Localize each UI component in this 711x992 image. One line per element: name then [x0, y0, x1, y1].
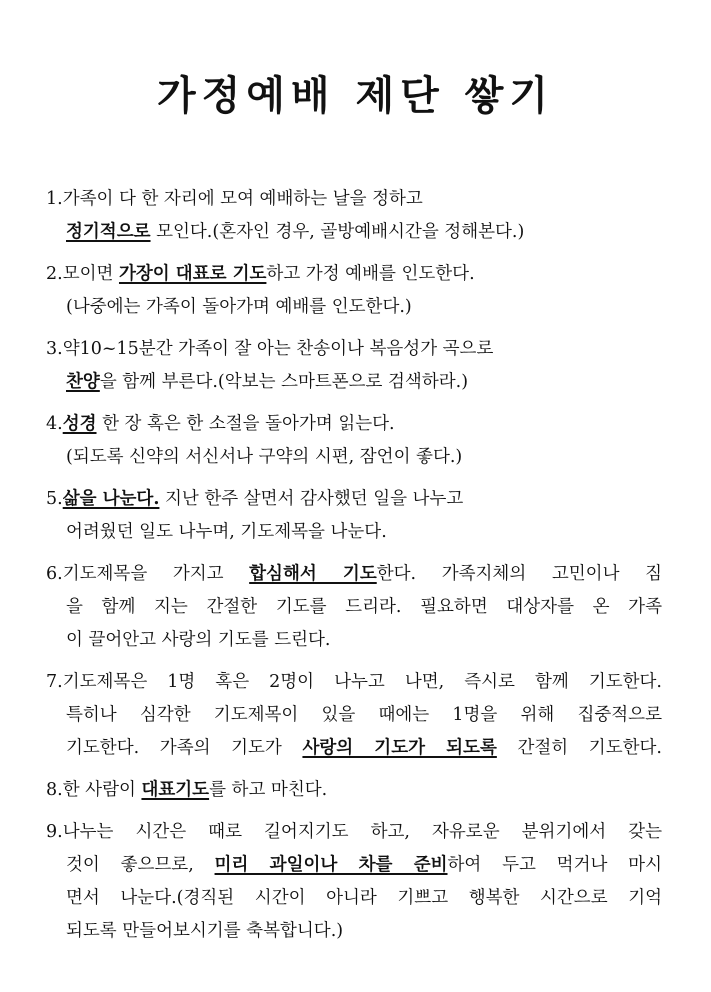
step-text: 하고 가정 예배를 인도한다.	[266, 264, 475, 284]
step-text: 것이 좋으므로,	[66, 855, 215, 875]
step-line: 특히나 심각한 기도제목이 있을 때에는 1명을 위해 집중적으로	[66, 705, 662, 725]
step-text: 를 하고 마친다.	[209, 780, 328, 800]
step-line: (나중에는 가족이 돌아가며 예배를 인도한다.)	[66, 297, 412, 317]
step-line: (되도록 신약의 서신서나 구약의 시편, 잠언이 좋다.)	[66, 447, 463, 467]
step-item-8	[46, 774, 662, 807]
step-text: 간절히 기도한다.	[496, 738, 662, 758]
step-line: 면서 나눈다.(경직된 시간이 아니라 기쁘고 행복한 시간으로 기억	[66, 888, 662, 908]
step-list	[46, 183, 662, 957]
emphasis-text: 성경	[62, 414, 97, 434]
step-line	[46, 216, 662, 249]
emphasis-text: 가장이 대표로 기도	[118, 264, 267, 284]
step-line	[46, 408, 662, 441]
step-line	[46, 258, 662, 291]
step-item-5	[46, 483, 662, 549]
emphasis-text: 미리 과일이나 차를 준비	[214, 855, 448, 875]
page-title: 가정예배 제단 쌓기	[157, 73, 554, 119]
step-line	[46, 483, 662, 516]
step-item-7	[46, 666, 662, 765]
step-line	[46, 558, 662, 591]
emphasis-text: 찬양	[66, 372, 100, 392]
emphasis-text: 정기적으로	[66, 222, 151, 242]
step-text: 지난 한주 살면서 감사했던 일을 나누고	[159, 489, 464, 509]
step-text: 기도한다. 가족의 기도가	[66, 738, 303, 758]
step-line: 되도록 만들어보시기를 축복합니다.)	[66, 921, 344, 941]
step-text: 2.모이면	[46, 264, 119, 284]
step-item-3	[46, 333, 662, 399]
step-line: 어려웠던 일도 나누며, 기도제목을 나눈다.	[66, 522, 387, 542]
step-item-1	[46, 183, 662, 249]
emphasis-text: 대표기도	[141, 780, 210, 800]
step-text: 하여 두고 먹거나 마시	[447, 855, 662, 875]
step-line	[46, 732, 662, 765]
step-text: 4.	[46, 414, 63, 434]
step-line	[46, 366, 662, 399]
step-line: 을 함께 지는 간절한 기도를 드리라. 필요하면 대상자를 온 가족	[66, 597, 662, 617]
step-item-4	[46, 408, 662, 474]
step-line: 3.약10~15분간 가족이 잘 아는 찬송이나 복음성가 곡으로	[46, 339, 494, 359]
step-text: 한다. 가족지체의 고민이나 짐	[376, 564, 662, 584]
emphasis-text: 합심해서 기도	[249, 564, 377, 584]
step-item-2	[46, 258, 662, 324]
step-text: 5.	[46, 489, 63, 509]
step-line: 이 끌어안고 사랑의 기도를 드린다.	[66, 630, 331, 650]
step-line	[46, 774, 662, 807]
step-text: 모인다.(혼자인 경우, 골방예배시간을 정해본다.)	[150, 222, 525, 242]
step-text: 6.기도제목을 가지고	[46, 564, 250, 584]
step-item-9	[46, 816, 662, 948]
step-line: 9.나누는 시간은 때로 길어지기도 하고, 자유로운 분위기에서 갖는	[46, 822, 662, 842]
step-line: 7.기도제목은 1명 혹은 2명이 나누고 나면, 즉시로 함께 기도한다.	[46, 672, 662, 692]
step-text: 한 장 혹은 한 소절을 돌아가며 읽는다.	[96, 414, 395, 434]
emphasis-text: 삶을 나눈다.	[62, 489, 160, 509]
step-line	[46, 849, 662, 882]
step-text: 8.한 사람이	[46, 780, 142, 800]
step-text: 을 함께 부른다.(악보는 스마트폰으로 검색하라.)	[99, 372, 469, 392]
emphasis-text: 사랑의 기도가 되도록	[302, 738, 497, 758]
step-item-6	[46, 558, 662, 657]
step-line: 1.가족이 다 한 자리에 모여 예배하는 날을 정하고	[46, 189, 423, 209]
